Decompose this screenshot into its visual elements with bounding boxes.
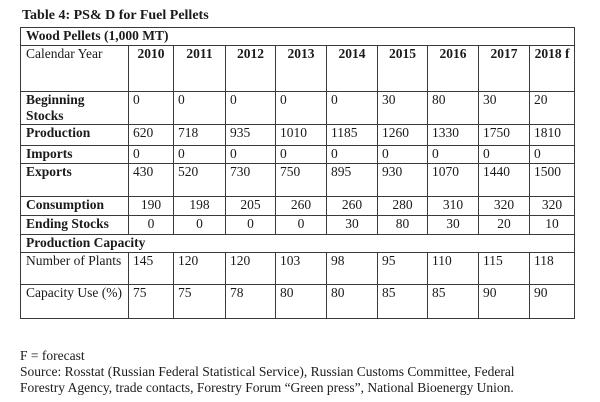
cell-value: 115: [479, 253, 530, 285]
cell-value: 0: [129, 146, 174, 164]
cell-value: 1500: [530, 164, 575, 197]
cell-value: 0: [276, 216, 327, 235]
year-header: 2014: [327, 46, 378, 92]
cell-value: 0: [226, 146, 276, 164]
cell-value: 520: [174, 164, 226, 197]
capacity-header: Production Capacity: [21, 235, 575, 253]
cell-value: 0: [276, 146, 327, 164]
table-row: [21, 125, 575, 146]
cell-value: 718: [174, 125, 226, 146]
cell-value: 80: [276, 285, 327, 319]
cell-value: 0: [378, 146, 428, 164]
section-header: Wood Pellets (1,000 MT): [21, 28, 575, 46]
cell-value: 1750: [479, 125, 530, 146]
cell-value: 260: [276, 197, 327, 216]
cell-value: 30: [428, 216, 479, 235]
cell-value: 0: [327, 146, 378, 164]
cell-value: 0: [129, 216, 174, 235]
table-row: [21, 146, 575, 164]
cell-value: 30: [327, 216, 378, 235]
year-header: 2013: [276, 46, 327, 92]
year-header: 2015: [378, 46, 428, 92]
cell-value: 1260: [378, 125, 428, 146]
cell-value: 85: [428, 285, 479, 319]
capacity-header-row: [21, 235, 575, 253]
cell-value: 430: [129, 164, 174, 197]
cell-value: 0: [174, 216, 226, 235]
table-row: [21, 92, 575, 125]
cell-value: 85: [378, 285, 428, 319]
row-label: Exports: [21, 164, 129, 197]
cell-value: 0: [226, 216, 276, 235]
cell-value: 145: [129, 253, 174, 285]
cell-value: 75: [174, 285, 226, 319]
cell-value: 0: [174, 146, 226, 164]
cell-value: 1185: [327, 125, 378, 146]
table-row: [21, 197, 575, 216]
cell-value: 895: [327, 164, 378, 197]
cell-value: 30: [378, 92, 428, 125]
cell-value: 930: [378, 164, 428, 197]
cell-value: 110: [428, 253, 479, 285]
cell-value: 0: [327, 92, 378, 125]
row-label: Beginning Stocks: [21, 92, 129, 125]
cell-value: 730: [226, 164, 276, 197]
cell-value: 10: [530, 216, 575, 235]
fuel-pellets-table: [20, 27, 575, 319]
cell-value: 20: [479, 216, 530, 235]
cell-value: 1010: [276, 125, 327, 146]
cell-value: 260: [327, 197, 378, 216]
row-label: Capacity Use (%): [21, 285, 129, 319]
year-header-label: Calendar Year: [21, 46, 129, 92]
year-header: 2011: [174, 46, 226, 92]
year-header: 2017: [479, 46, 530, 92]
cell-value: 1810: [530, 125, 575, 146]
cell-value: 30: [479, 92, 530, 125]
cell-value: 1070: [428, 164, 479, 197]
cell-value: 0: [129, 92, 174, 125]
cell-value: 205: [226, 197, 276, 216]
cell-value: 190: [129, 197, 174, 216]
table-row: [21, 216, 575, 235]
cell-value: 0: [226, 92, 276, 125]
footnote: F = forecast: [20, 348, 85, 363]
cell-value: 120: [174, 253, 226, 285]
source-line-2: Forestry Agency, trade contacts, Forestry Forum “Green press”, National Bioenergy Union.: [20, 380, 514, 395]
row-label: Production: [21, 125, 129, 146]
cell-value: 78: [226, 285, 276, 319]
row-label: Imports: [21, 146, 129, 164]
cell-value: 280: [378, 197, 428, 216]
cell-value: 1440: [479, 164, 530, 197]
cell-value: 80: [378, 216, 428, 235]
cell-value: 95: [378, 253, 428, 285]
year-header-row: [21, 46, 575, 92]
cell-value: 90: [530, 285, 575, 319]
cell-value: 320: [530, 197, 575, 216]
year-header: 2018 f: [530, 46, 575, 92]
cell-value: 0: [276, 92, 327, 125]
cell-value: 80: [428, 92, 479, 125]
cell-value: 98: [327, 253, 378, 285]
cell-value: 120: [226, 253, 276, 285]
cell-value: 103: [276, 253, 327, 285]
cell-value: 20: [530, 92, 575, 125]
cell-value: 90: [479, 285, 530, 319]
cell-value: 80: [327, 285, 378, 319]
cell-value: 0: [479, 146, 530, 164]
cell-value: 0: [174, 92, 226, 125]
row-label: Number of Plants: [21, 253, 129, 285]
cell-value: 320: [479, 197, 530, 216]
year-header: 2010: [129, 46, 174, 92]
cell-value: 1330: [428, 125, 479, 146]
table-row: [21, 253, 575, 285]
cell-value: 0: [530, 146, 575, 164]
table-title: Table 4: PS& D for Fuel Pellets: [22, 8, 209, 23]
cell-value: 310: [428, 197, 479, 216]
cell-value: 118: [530, 253, 575, 285]
cell-value: 750: [276, 164, 327, 197]
cell-value: 935: [226, 125, 276, 146]
cell-value: 620: [129, 125, 174, 146]
row-label: Consumption: [21, 197, 129, 216]
section-header-row: [21, 28, 575, 46]
year-header: 2012: [226, 46, 276, 92]
table-row: [21, 285, 575, 319]
cell-value: 75: [129, 285, 174, 319]
row-label: Ending Stocks: [21, 216, 129, 235]
cell-value: 0: [428, 146, 479, 164]
table-row: [21, 164, 575, 197]
cell-value: 198: [174, 197, 226, 216]
table-body: [21, 28, 575, 319]
year-header: 2016: [428, 46, 479, 92]
source-line-1: Source: Rosstat (Russian Federal Statistical Service), Russian Customs Committee, Federal: [20, 364, 515, 379]
